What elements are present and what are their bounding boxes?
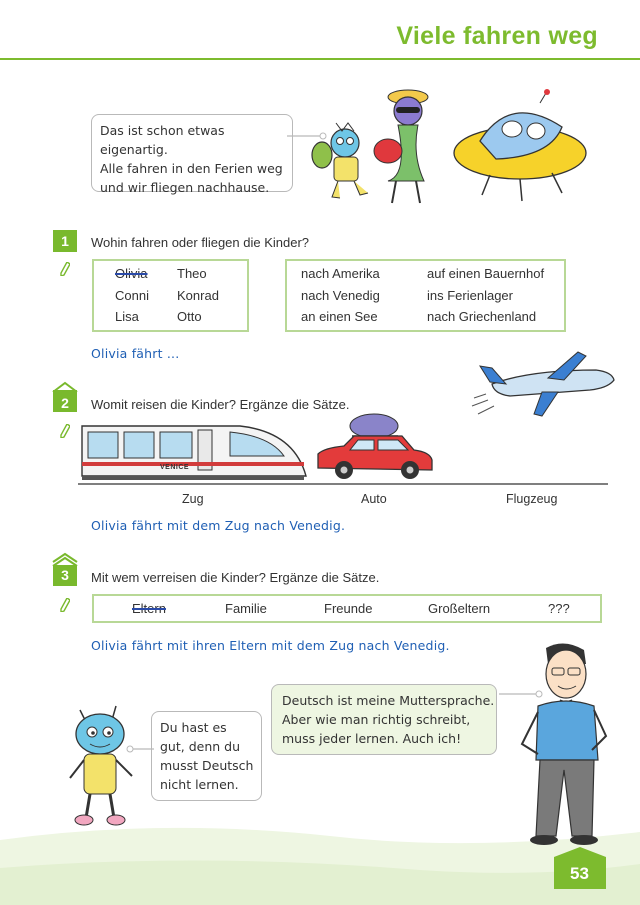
alien-character [62, 702, 142, 830]
alien-bubble-line: musst Deutsch [160, 758, 254, 773]
task3-example-answer: Olivia fährt mit ihren Eltern mit dem Zug nach Venedig. [91, 638, 450, 653]
destinations-box [285, 259, 566, 332]
destination-item: ins Ferienlager [427, 288, 513, 303]
intro-bubble-line: Das ist schon etwas eigenartig. [100, 123, 225, 157]
companion-grosseltern: Großeltern [428, 601, 491, 616]
title-underline [0, 58, 640, 61]
teacher-character [508, 640, 618, 850]
alien-bubble-line: Du hast es [160, 720, 227, 735]
page-title: Viele fahren weg [396, 22, 598, 50]
teacher-bubble-line: Deutsch ist meine Muttersprache. [282, 693, 495, 708]
task-number-1: 1 [53, 230, 77, 252]
name-conni: Conni [115, 288, 149, 303]
teacher-speech-bubble [271, 684, 497, 755]
companion-unknown: ??? [548, 601, 570, 616]
destination-item: an einen See [301, 309, 378, 324]
task2-example-answer: Olivia fährt mit dem Zug nach Venedig. [91, 518, 346, 533]
page-number: 53 [570, 864, 589, 883]
intro-bubble-line: Alle fahren in den Ferien weg [100, 161, 283, 176]
task-number-2: 2 [61, 395, 69, 411]
ground-line [78, 482, 608, 486]
teacher-bubble-line: Aber wie man richtig schreibt, [282, 712, 471, 727]
alien-bubble-pointer [126, 744, 154, 754]
name-lisa: Lisa [115, 309, 139, 324]
name-konrad: Konrad [177, 288, 219, 303]
pencil-icon [60, 262, 70, 276]
companion-familie: Familie [225, 601, 267, 616]
task3-question: Mit wem verreisen die Kinder? Ergänze die Sätze. [91, 570, 380, 585]
airplane-illustration [470, 348, 620, 428]
task1-question: Wohin fahren oder fliegen die Kinder? [91, 235, 310, 250]
destination-item: nach Griechenland [427, 309, 537, 324]
aliens-ufo-illustration [300, 85, 600, 210]
teacher-bubble-line: muss jeder lernen. Auch ich! [282, 731, 462, 746]
pencil-icon [60, 424, 70, 438]
alien-bubble-line: gut, denn du [160, 739, 241, 754]
car-illustration [310, 408, 440, 484]
intro-bubble-pointer [287, 130, 327, 142]
companions-box [92, 594, 602, 623]
destination-item: auf einen Bauernhof [427, 266, 545, 281]
alien-bubble-line: nicht lernen. [160, 777, 239, 792]
destination-item: nach Venedig [301, 288, 380, 303]
name-otto: Otto [177, 309, 202, 324]
vehicle-label-auto: Auto [361, 492, 387, 506]
destination-item: nach Amerika [301, 266, 380, 281]
alien-speech-bubble [151, 711, 262, 801]
intro-bubble-line: und wir fliegen nachhause. [100, 180, 270, 195]
intro-speech-bubble [91, 114, 293, 195]
companion-eltern: Eltern [132, 601, 166, 616]
train-sign: VENICE [160, 464, 190, 471]
name-theo: Theo [177, 266, 207, 281]
task1-example-answer: Olivia fährt ... [91, 346, 180, 361]
train-illustration [80, 420, 310, 484]
pencil-icon [60, 598, 70, 612]
name-olivia: Olivia [115, 266, 148, 281]
vehicle-label-flugzeug: Flugzeug [506, 492, 558, 506]
task2-question: Womit reisen die Kinder? Ergänze die Sätze. [91, 397, 350, 412]
names-box [92, 259, 249, 332]
vehicle-label-zug: Zug [182, 492, 204, 506]
companion-freunde: Freunde [324, 601, 373, 616]
task-number-3: 3 [61, 567, 69, 583]
